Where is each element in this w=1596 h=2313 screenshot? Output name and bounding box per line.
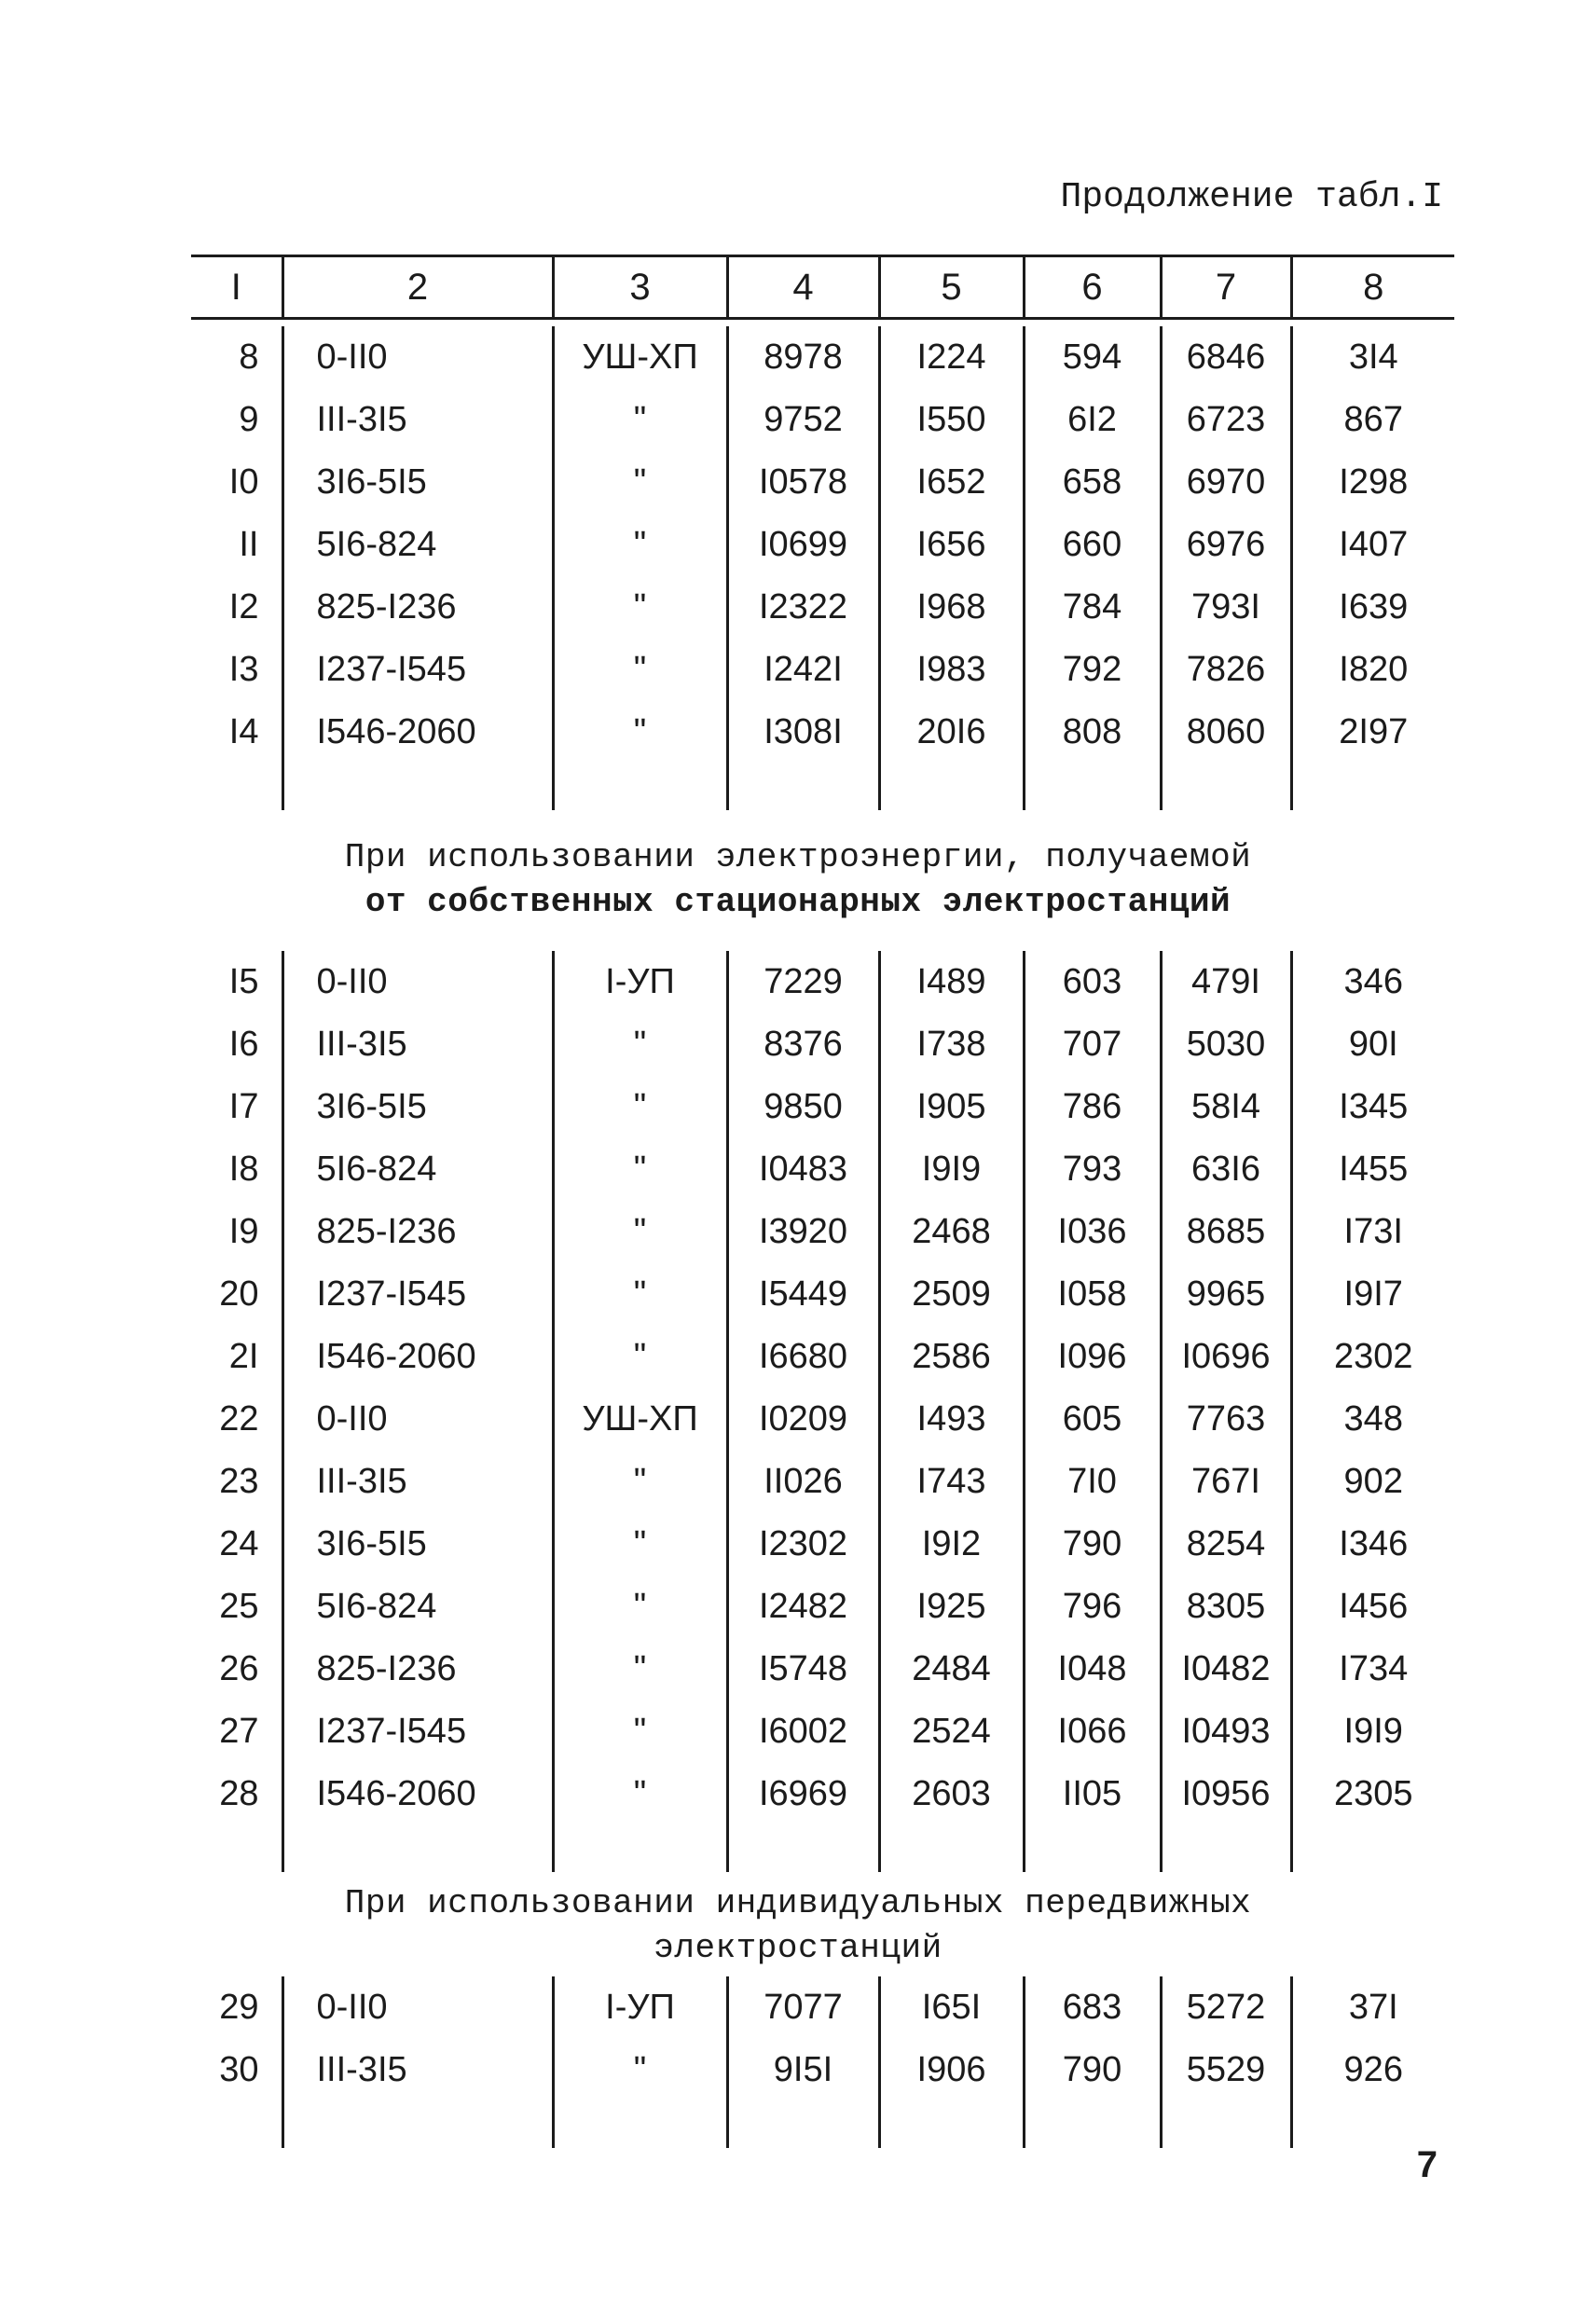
- table-cell: 8254: [1161, 1513, 1291, 1576]
- table-cell: 8060: [1161, 701, 1291, 764]
- table-cell: I9I7: [1291, 1263, 1454, 1326]
- table-cell: I968: [879, 576, 1024, 639]
- table-cell: 8978: [727, 326, 879, 389]
- section-heading-line: При использовании электроэнергии, получаемой: [344, 838, 1252, 876]
- table-row: [191, 1451, 1454, 1513]
- table-cell: I096: [1024, 1326, 1161, 1388]
- table-spacer-row: [191, 764, 1454, 810]
- section-heading-line: При использовании индивидуальных передвижных: [344, 1884, 1252, 1922]
- table-cell: 90I: [1291, 1013, 1454, 1076]
- table-row: [191, 1388, 1454, 1451]
- table-cell: 7077: [727, 1976, 879, 2039]
- table-cell: 5529: [1161, 2039, 1291, 2101]
- table-cell: 3I6-5I5: [282, 1513, 553, 1576]
- table-cell: 6846: [1161, 326, 1291, 389]
- table-cell: 2302: [1291, 1326, 1454, 1388]
- header-row: [191, 257, 1454, 317]
- table-cell: I9I9: [879, 1138, 1024, 1201]
- table-cell: 3I6-5I5: [282, 451, 553, 514]
- table-cell: I73I: [1291, 1201, 1454, 1263]
- table-cell: 3I6-5I5: [282, 1076, 553, 1138]
- table-row: [191, 951, 1454, 1013]
- table-cell: II: [239, 525, 259, 564]
- table-cell: I5449: [727, 1263, 879, 1326]
- column-header-cell: 4: [727, 257, 879, 317]
- table-cell: 5272: [1161, 1976, 1291, 2039]
- table-cell: I2322: [727, 576, 879, 639]
- table-cell: ": [553, 1638, 727, 1700]
- table-cell: I983: [879, 639, 1024, 701]
- table-cell: 825-I236: [282, 1638, 553, 1700]
- table-cell: 63I6: [1161, 1138, 1291, 1201]
- table-spacer-row: [191, 1825, 1454, 1872]
- table-cell: I0483: [727, 1138, 879, 1201]
- table-cell: 8376: [727, 1013, 879, 1076]
- table-cell: 707: [1024, 1013, 1161, 1076]
- table-cell: 37I: [1291, 1976, 1454, 2039]
- spacer-cell: [1291, 1825, 1454, 1872]
- table-cell: 7229: [727, 951, 879, 1013]
- table-cell: I7: [228, 1087, 259, 1126]
- table-cell: 7763: [1161, 1388, 1291, 1451]
- table-cell: I-УП: [553, 1976, 727, 2039]
- spacer-cell: [553, 1825, 727, 1872]
- spacer-cell: [282, 2101, 553, 2148]
- table-cell: 9752: [727, 389, 879, 451]
- table-cell: I455: [1291, 1138, 1454, 1201]
- table-cell: 479I: [1161, 951, 1291, 1013]
- table-cell: I905: [879, 1076, 1024, 1138]
- table-cell: 5030: [1161, 1013, 1291, 1076]
- table-cell: I345: [1291, 1076, 1454, 1138]
- table-cell: I346: [1291, 1513, 1454, 1576]
- table-cell: 2586: [879, 1326, 1024, 1388]
- table-cell: I036: [1024, 1201, 1161, 1263]
- table-cell: I0209: [727, 1388, 879, 1451]
- column-header: [191, 257, 1454, 317]
- table-cell: I550: [879, 389, 1024, 451]
- table-cell: 786: [1024, 1076, 1161, 1138]
- table-cell: 6723: [1161, 389, 1291, 451]
- table-cell: 58I4: [1161, 1076, 1291, 1138]
- header-bottom-rule: [191, 317, 1454, 320]
- spacer-cell: [879, 764, 1024, 810]
- table-cell: I237-I545: [282, 1700, 553, 1763]
- section-heading-line: от собственных стационарных электростанций: [365, 883, 1231, 921]
- table-cell: 9965: [1161, 1263, 1291, 1326]
- table-cell: I9I2: [879, 1513, 1024, 1576]
- table-cell: ": [553, 1763, 727, 1825]
- table-cell: 605: [1024, 1388, 1161, 1451]
- table-cell: 2603: [879, 1763, 1024, 1825]
- table-row: [191, 1513, 1454, 1576]
- table-cell: 660: [1024, 514, 1161, 576]
- table-cell: 9I5I: [727, 2039, 879, 2101]
- table-cell: УШ-ХП: [553, 326, 727, 389]
- column-header-cell: 3: [553, 257, 727, 317]
- table-cell: ": [553, 1513, 727, 1576]
- table-cell: I6680: [727, 1326, 879, 1388]
- table-cell: 767I: [1161, 1451, 1291, 1513]
- table-cell: 28: [219, 1774, 259, 1813]
- table-cell: 603: [1024, 951, 1161, 1013]
- table-cell: ": [553, 1700, 727, 1763]
- spacer-cell: [282, 1825, 553, 1872]
- table-cell: I639: [1291, 576, 1454, 639]
- table-cell: ": [553, 1201, 727, 1263]
- table-cell: ": [553, 514, 727, 576]
- spacer-cell: [191, 764, 282, 810]
- table-cell: 926: [1291, 2039, 1454, 2101]
- table-row: [191, 1576, 1454, 1638]
- spacer-cell: [191, 1825, 282, 1872]
- table-cell: ": [553, 1263, 727, 1326]
- table-cell: I652: [879, 451, 1024, 514]
- table-row: [191, 1201, 1454, 1263]
- table-cell: I-УП: [553, 951, 727, 1013]
- table-cell: 6I2: [1024, 389, 1161, 451]
- table-cell: I066: [1024, 1700, 1161, 1763]
- spacer-cell: [1161, 2101, 1291, 2148]
- table-cell: 26: [219, 1649, 259, 1688]
- table-cell: I237-I545: [282, 1263, 553, 1326]
- table-cell: 0-II0: [282, 326, 553, 389]
- spacer-cell: [879, 1825, 1024, 1872]
- table-row: [191, 1076, 1454, 1138]
- table-cell: I820: [1291, 639, 1454, 701]
- table-cell: 7I0: [1024, 1451, 1161, 1513]
- table-cell: 902: [1291, 1451, 1454, 1513]
- table-row: [191, 1638, 1454, 1700]
- table-cell: 2I97: [1291, 701, 1454, 764]
- table-cell: I048: [1024, 1638, 1161, 1700]
- table-cell: I2302: [727, 1513, 879, 1576]
- table-cell: ": [553, 1576, 727, 1638]
- table-cell: I0578: [727, 451, 879, 514]
- table-cell: 9850: [727, 1076, 879, 1138]
- table-row: [191, 326, 1454, 389]
- table-cell: ": [553, 389, 727, 451]
- table-row: [191, 1013, 1454, 1076]
- section-heading-line: электростанций: [654, 1929, 942, 1967]
- table-cell: 784: [1024, 576, 1161, 639]
- column-header-cell: 2: [282, 257, 553, 317]
- table-section-3: [191, 1976, 1454, 2148]
- table-cell: I0956: [1161, 1763, 1291, 1825]
- table-cell: 0-II0: [282, 951, 553, 1013]
- table-cell: 0-II0: [282, 1388, 553, 1451]
- page-number: 7: [1416, 2144, 1438, 2185]
- table-cell: II026: [727, 1451, 879, 1513]
- table-cell: I3920: [727, 1201, 879, 1263]
- table-cell: 825-I236: [282, 576, 553, 639]
- table-cell: III-3I5: [282, 2039, 553, 2101]
- table-cell: 20: [219, 1274, 259, 1314]
- table-cell: I6002: [727, 1700, 879, 1763]
- table-cell: 6976: [1161, 514, 1291, 576]
- table-cell: 790: [1024, 1513, 1161, 1576]
- table-cell: 5I6-824: [282, 1138, 553, 1201]
- table-row: [191, 701, 1454, 764]
- table-cell: I656: [879, 514, 1024, 576]
- table-cell: III-3I5: [282, 389, 553, 451]
- table-cell: 9: [239, 400, 259, 439]
- table-cell: ": [553, 1326, 727, 1388]
- table-cell: I456: [1291, 1576, 1454, 1638]
- table-cell: III-3I5: [282, 1013, 553, 1076]
- table-cell: I242I: [727, 639, 879, 701]
- spacer-cell: [1024, 2101, 1161, 2148]
- table-cell: 27: [219, 1712, 259, 1751]
- table-cell: I224: [879, 326, 1024, 389]
- table-section-1: [191, 326, 1454, 810]
- spacer-cell: [191, 2101, 282, 2148]
- spacer-cell: [879, 2101, 1024, 2148]
- table-cell: 683: [1024, 1976, 1161, 2039]
- table-cell: I308I: [727, 701, 879, 764]
- table-cell: 808: [1024, 701, 1161, 764]
- column-header-cell: 7: [1161, 257, 1291, 317]
- table-cell: I8: [228, 1150, 259, 1189]
- table-cell: 793I: [1161, 576, 1291, 639]
- table-cell: 2468: [879, 1201, 1024, 1263]
- table-cell: I407: [1291, 514, 1454, 576]
- table-cell: I3: [228, 650, 259, 689]
- table-cell: 20I6: [879, 701, 1024, 764]
- spacer-cell: [553, 2101, 727, 2148]
- table-cell: 22: [219, 1399, 259, 1439]
- table-spacer-row: [191, 2101, 1454, 2148]
- table-cell: 790: [1024, 2039, 1161, 2101]
- table-cell: I0493: [1161, 1700, 1291, 1763]
- table-cell: 0-II0: [282, 1976, 553, 2039]
- table-cell: ": [553, 2039, 727, 2101]
- table-cell: I493: [879, 1388, 1024, 1451]
- section-heading-mobile: [0, 1881, 1596, 1971]
- table-row: [191, 1976, 1454, 2039]
- table-cell: 8305: [1161, 1576, 1291, 1638]
- table-cell: 29: [219, 1988, 259, 2027]
- table-row: [191, 1700, 1454, 1763]
- column-header-cell: I: [230, 266, 241, 308]
- table-row: [191, 451, 1454, 514]
- table-cell: 24: [219, 1524, 259, 1563]
- spacer-cell: [282, 764, 553, 810]
- table-cell: УШ-ХП: [553, 1388, 727, 1451]
- table-cell: 2484: [879, 1638, 1024, 1700]
- table-cell: 8: [239, 337, 259, 377]
- spacer-cell: [1161, 1825, 1291, 1872]
- table-caption: Продолжение табл.I: [1060, 177, 1443, 217]
- table-row: [191, 639, 1454, 701]
- table-cell: I0482: [1161, 1638, 1291, 1700]
- table-cell: I0699: [727, 514, 879, 576]
- table-cell: 825-I236: [282, 1201, 553, 1263]
- table-row: [191, 1138, 1454, 1201]
- spacer-cell: [553, 764, 727, 810]
- table-cell: 792: [1024, 639, 1161, 701]
- spacer-cell: [727, 2101, 879, 2148]
- spacer-cell: [727, 1825, 879, 1872]
- table-cell: 2305: [1291, 1763, 1454, 1825]
- table-cell: 6970: [1161, 451, 1291, 514]
- table-row: [191, 1326, 1454, 1388]
- table-cell: I9: [228, 1212, 259, 1251]
- table-cell: I489: [879, 951, 1024, 1013]
- table-cell: I298: [1291, 451, 1454, 514]
- table-cell: I9I9: [1291, 1700, 1454, 1763]
- table-section-2: [191, 951, 1454, 1872]
- table-cell: I546-2060: [282, 1326, 553, 1388]
- table-cell: I2: [228, 587, 259, 626]
- table-cell: 348: [1291, 1388, 1454, 1451]
- table-cell: I058: [1024, 1263, 1161, 1326]
- table-cell: ": [553, 1076, 727, 1138]
- column-header-cell: 8: [1291, 257, 1454, 317]
- column-header-cell: 6: [1024, 257, 1161, 317]
- table-cell: II05: [1024, 1763, 1161, 1825]
- table-cell: ": [553, 1451, 727, 1513]
- spacer-cell: [1291, 764, 1454, 810]
- table-cell: 2I: [228, 1337, 259, 1376]
- table-cell: ": [553, 451, 727, 514]
- table-cell: 796: [1024, 1576, 1161, 1638]
- table-row: [191, 2039, 1454, 2101]
- table-row: [191, 576, 1454, 639]
- table-cell: 7826: [1161, 639, 1291, 701]
- table-cell: I743: [879, 1451, 1024, 1513]
- table-cell: 346: [1291, 951, 1454, 1013]
- table-cell: I738: [879, 1013, 1024, 1076]
- table-cell: 23: [219, 1462, 259, 1501]
- spacer-cell: [1024, 1825, 1161, 1872]
- table-row: [191, 1263, 1454, 1326]
- table-row: [191, 1763, 1454, 1825]
- table-cell: 5I6-824: [282, 514, 553, 576]
- column-header-cell: 5: [879, 257, 1024, 317]
- table-row: [191, 514, 1454, 576]
- table-cell: 867: [1291, 389, 1454, 451]
- table-cell: I546-2060: [282, 701, 553, 764]
- table-cell: I546-2060: [282, 1763, 553, 1825]
- table-cell: 25: [219, 1587, 259, 1626]
- table-cell: I0: [228, 462, 259, 502]
- table-cell: III-3I5: [282, 1451, 553, 1513]
- spacer-cell: [1024, 764, 1161, 810]
- table-cell: I237-I545: [282, 639, 553, 701]
- table-cell: I906: [879, 2039, 1024, 2101]
- table-cell: I2482: [727, 1576, 879, 1638]
- table-cell: 5I6-824: [282, 1576, 553, 1638]
- table-cell: ": [553, 639, 727, 701]
- table-cell: 793: [1024, 1138, 1161, 1201]
- table-cell: ": [553, 701, 727, 764]
- table-cell: I0696: [1161, 1326, 1291, 1388]
- table-cell: I6: [228, 1025, 259, 1064]
- table-cell: ": [553, 1138, 727, 1201]
- table-cell: 3I4: [1291, 326, 1454, 389]
- table-cell: I4: [228, 712, 259, 751]
- table-cell: 8685: [1161, 1201, 1291, 1263]
- table-row: [191, 389, 1454, 451]
- table-cell: 594: [1024, 326, 1161, 389]
- table-cell: I6969: [727, 1763, 879, 1825]
- table-cell: 30: [219, 2050, 259, 2089]
- table-cell: 2524: [879, 1700, 1024, 1763]
- table-cell: I5748: [727, 1638, 879, 1700]
- table-cell: I925: [879, 1576, 1024, 1638]
- table-cell: ": [553, 576, 727, 639]
- section-heading-stationary: [0, 835, 1596, 925]
- spacer-cell: [1161, 764, 1291, 810]
- table-cell: ": [553, 1013, 727, 1076]
- table-cell: I5: [228, 962, 259, 1001]
- table-cell: 2509: [879, 1263, 1024, 1326]
- spacer-cell: [1291, 2101, 1454, 2148]
- spacer-cell: [727, 764, 879, 810]
- table-cell: I65I: [879, 1976, 1024, 2039]
- table-cell: I734: [1291, 1638, 1454, 1700]
- table-cell: 658: [1024, 451, 1161, 514]
